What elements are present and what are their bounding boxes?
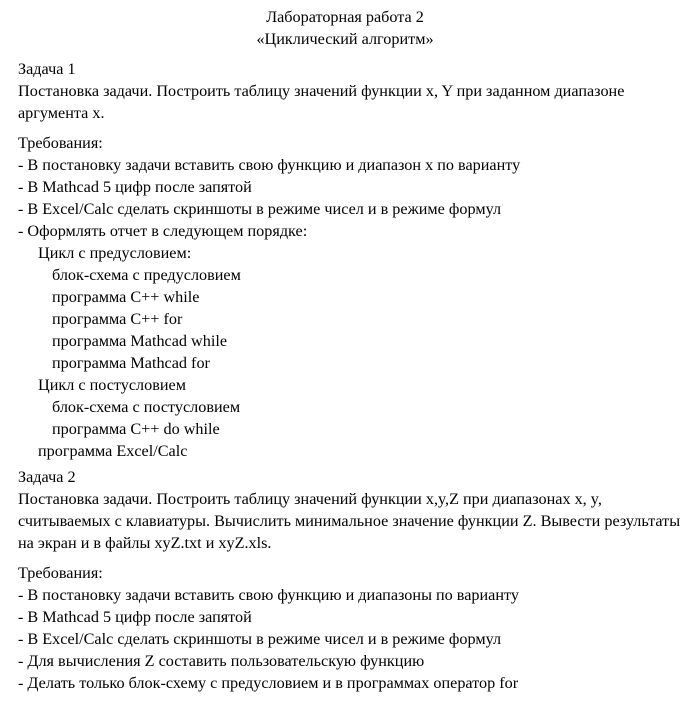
title-line-2: «Циклический алгоритм»	[256, 30, 434, 48]
task2-heading: Задача 2	[18, 468, 76, 486]
task2-requirement-5: - Делать только блок-схему с предусловием и в программах оператор for	[18, 674, 519, 692]
precondition-item-3: программа C++ for	[52, 310, 183, 328]
precondition-heading: Цикл с предусловием:	[38, 244, 192, 262]
task1-requirement-2: - В Mathcad 5 цифр после запятой	[18, 178, 252, 196]
postcondition-item-1: блок-схема с постусловием	[52, 398, 241, 416]
precondition-item-2: программа C++ while	[52, 288, 200, 306]
task2-requirement-1: - В постановку задачи вставить свою функцию и диапазоны по варианту	[18, 586, 519, 604]
task2-statement: Постановка задачи. Построить таблицу значений функции x,y,Z при диапазонах x, y, считываемых с клавиатуры. Вычислить минимальное значение функции Z. Вывести результаты на экран и в файлы xyZ.txt и xyZ.xls.	[18, 490, 681, 552]
task2-requirement-2: - В Mathcad 5 цифр после запятой	[18, 608, 252, 626]
task1-requirement-3: - В Excel/Calc сделать скриншоты в режиме чисел и в режиме формул	[18, 200, 502, 218]
precondition-item-4: программа Mathcad while	[52, 332, 228, 350]
precondition-item-5: программа Mathcad for	[52, 354, 210, 372]
task1-requirements-heading: Требования:	[18, 134, 103, 152]
title-line-1: Лабораторная работа 2	[266, 8, 424, 26]
postcondition-item-2: программа C++ do while	[52, 420, 220, 438]
task2-requirement-3: - В Excel/Calc сделать скриншоты в режиме чисел и в режиме формул	[18, 630, 502, 648]
excel-item: программа Excel/Calc	[38, 442, 188, 460]
task1-heading: Задача 1	[18, 60, 76, 78]
task2-requirement-4: - Для вычисления Z составить пользовательскую функцию	[18, 652, 425, 670]
task1-statement: Постановка задачи. Построить таблицу значений функции x, Y при заданном диапазоне аргумента x.	[18, 82, 625, 122]
precondition-item-1: блок-схема с предусловием	[52, 266, 241, 284]
task2-requirements-heading: Требования:	[18, 564, 103, 582]
postcondition-heading: Цикл с постусловием	[38, 376, 186, 394]
task1-requirement-4: - Оформлять отчет в следующем порядке:	[18, 222, 308, 240]
document-body	[18, 6, 688, 694]
task1-requirement-1: - В постановку задачи вставить свою функцию и диапазон x по варианту	[18, 156, 521, 174]
